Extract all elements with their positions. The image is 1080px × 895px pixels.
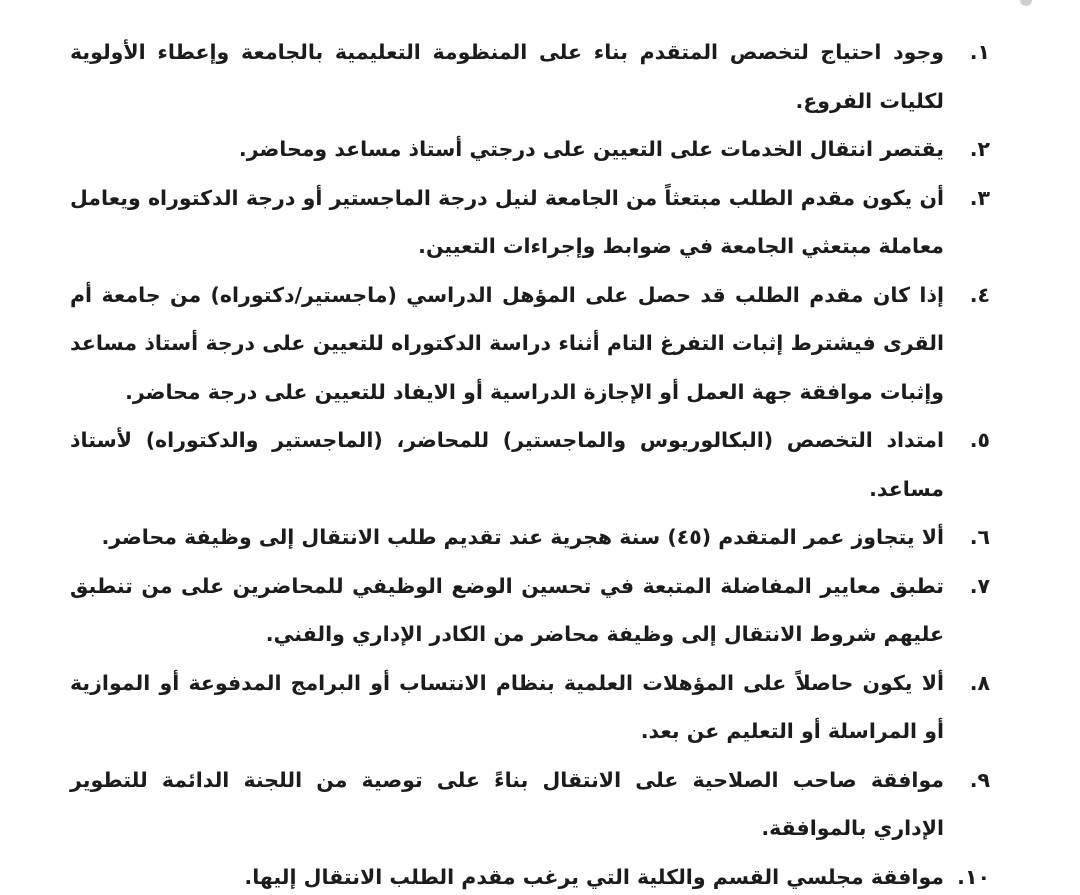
item-text: موافقة مجلسي القسم والكلية التي يرغب مقدم الطلب الانتقال إليها. <box>244 864 944 889</box>
item-text: ألا يتجاوز عمر المتقدم (٤٥) سنة هجرية عند تقديم طلب الانتقال إلى وظيفة محاضر. <box>101 525 944 549</box>
item-number: ٤. <box>969 282 990 307</box>
item-number: ٩. <box>969 767 990 792</box>
list-item <box>70 271 990 417</box>
list-item <box>70 125 990 174</box>
item-number: ١. <box>969 40 990 64</box>
item-number: ٧. <box>969 573 990 598</box>
list-item <box>70 562 990 659</box>
item-number: ٨. <box>969 670 990 695</box>
item-text: ألا يكون حاصلاً على المؤهلات العلمية بنظام الانتساب أو البرامج المدفوعة أو الموازية أو المراسلة أو التعليم عن بعد. <box>70 670 944 743</box>
list-item <box>70 659 990 756</box>
item-number: ٣. <box>969 185 990 210</box>
item-text: موافقة صاحب الصلاحية على الانتقال بناءً على توصية من اللجنة الدائمة للتطوير الإداري بالموافقة. <box>70 767 944 840</box>
item-text: أن يكون مقدم الطلب مبتعثاً من الجامعة لنيل درجة الماجستير أو درجة الدكتوراه ويعامل معاملة مبتعثي الجامعة في ضوابط وإجراءات التعيين. <box>70 185 944 258</box>
item-text: إذا كان مقدم الطلب قد حصل على المؤهل الدراسي (ماجستير/دكتوراه) من جامعة أم القرى فيشترط إثبات التفرغ التام أثناء دراسة الدكتوراه للتعيين على درجة أستاذ مساعد وإثبات موافقة جهة العمل أو الإجازة الدراسية أو الايفاد للتعيين على درجة محاضر. <box>70 282 944 404</box>
corner-mark <box>1020 0 1032 6</box>
item-number: ٦. <box>969 525 990 549</box>
item-text: وجود احتياج لتخصص المتقدم بناء على المنظومة التعليمية بالجامعة وإعطاء الأولوية لكليات الفروع. <box>70 40 944 113</box>
conditions-list <box>70 28 990 895</box>
list-item <box>70 28 990 125</box>
item-number: ١٠. <box>957 864 990 889</box>
list-item <box>70 853 990 895</box>
item-number: ٥. <box>969 428 990 452</box>
list-item <box>70 174 990 271</box>
item-text: يقتصر انتقال الخدمات على التعيين على درجتي أستاذ مساعد ومحاضر. <box>238 137 944 161</box>
item-text: تطبق معايير المفاضلة المتبعة في تحسين الوضع الوظيفي للمحاضرين على من تنطبق عليهم شروط الانتقال إلى وظيفة محاضر من الكادر الإداري والفني. <box>70 573 944 646</box>
list-item <box>70 416 990 513</box>
item-number: ٢. <box>969 137 990 161</box>
item-text: امتداد التخصص (البكالوريوس والماجستير) للمحاضر، (الماجستير والدكتوراه) لأستاذ مساعد. <box>70 428 944 501</box>
list-item <box>70 513 990 562</box>
list-item <box>70 756 990 853</box>
